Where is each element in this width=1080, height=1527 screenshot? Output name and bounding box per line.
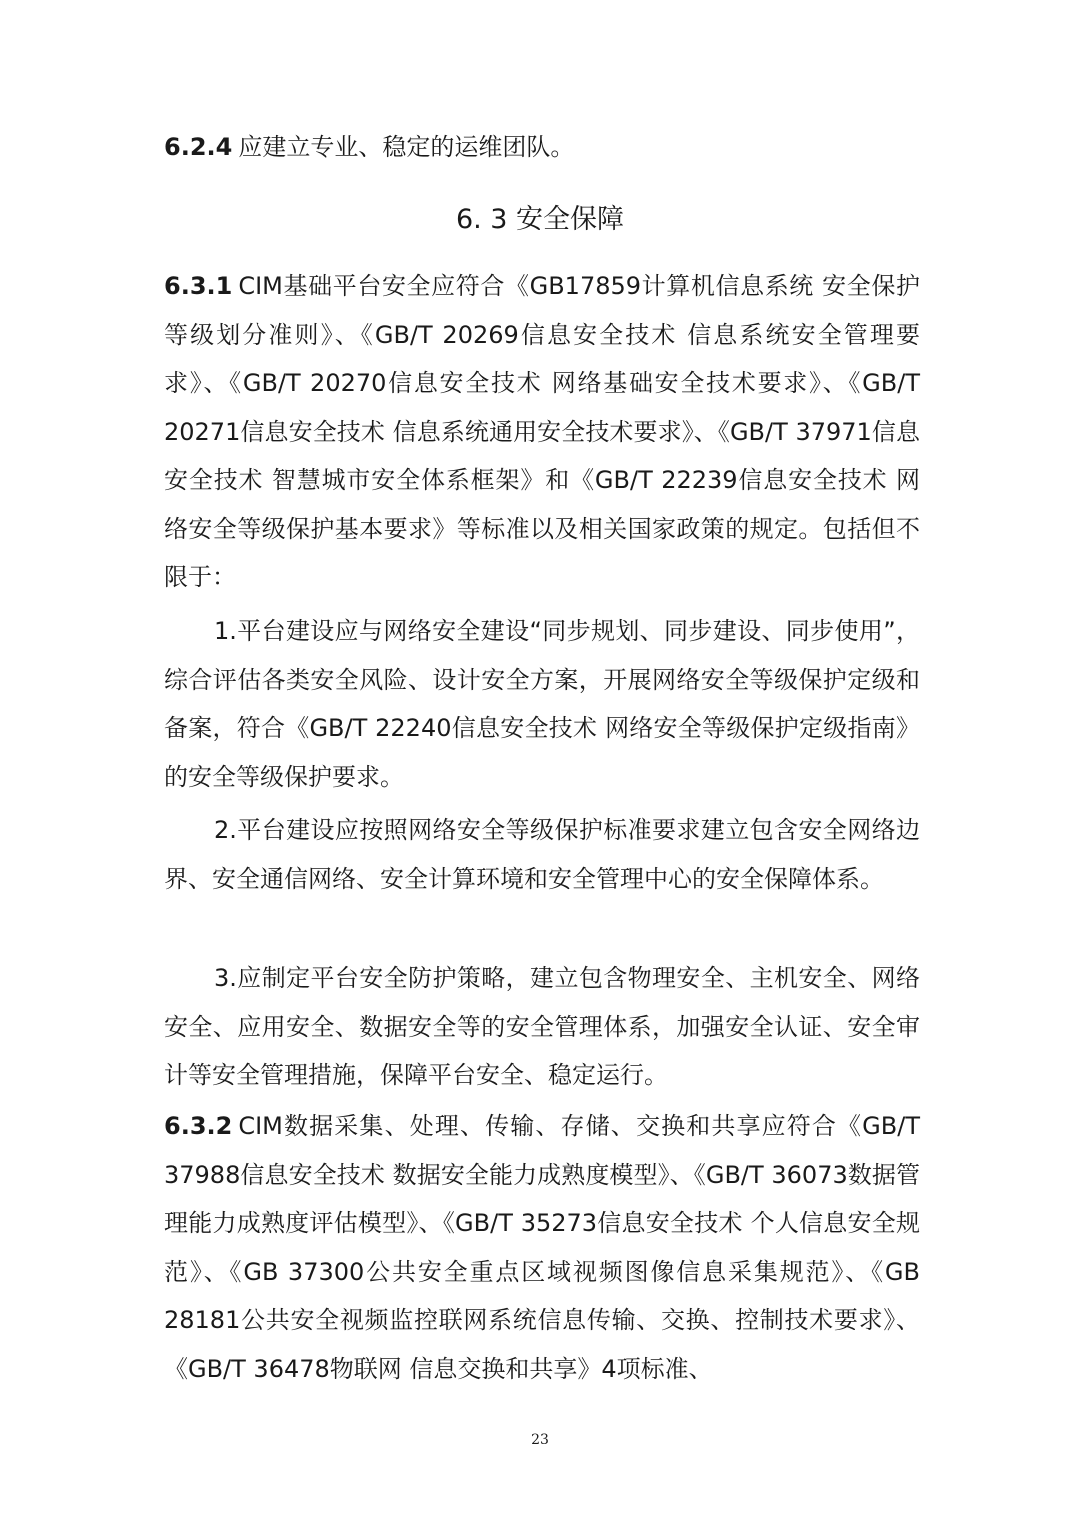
clause-6-2-4: [164, 123, 920, 172]
list-item-2: 2.平台建设应按照网络安全等级保护标准要求建立包含安全网络边界、安全通信网络、安全计算环境和安全管理中心的安全保障体系。: [164, 816, 920, 893]
clause-text: 应建立专业、稳定的运维团队。: [238, 133, 575, 161]
clause-6-3-1: [164, 262, 920, 602]
clause-number: 6.3.2: [164, 1112, 233, 1140]
clause-number: 6.2.4: [164, 133, 233, 161]
list-item-1: 1.平台建设应与网络安全建设“同步规划、同步建设、同步使用”，综合评估各类安全风险、设计安全方案，开展网络安全等级保护定级和备案，符合《GB/T 22240信息安全技术 网络安全等级保护定级指南》的安全等级保护要求。: [164, 617, 920, 791]
clause-number: 6.3.1: [164, 272, 233, 300]
clause-6-3-2: [164, 1102, 920, 1393]
page-number: 23: [531, 1432, 549, 1448]
clause-text: CIM基础平台安全应符合《GB17859计算机信息系统 安全保护等级划分准则》、《GB/T 20269信息安全技术 信息系统安全管理要求》、《GB/T 20270信息安全技术 网络基础安全技术要求》、《GB/T 20271信息安全技术 信息系统通用安全技术要求》、《GB/T 37971信息安全技术 智慧城市安全体系框架》和《GB/T 22239信息安全技术 网络安全等级保护基本要求》等标准以及相关国家政策的规定。包括但不限于：: [164, 272, 920, 591]
list-item-3: 3.应制定平台安全防护策略，建立包含物理安全、主机安全、网络安全、应用安全、数据安全等的安全管理体系，加强安全认证、安全审计等安全管理措施，保障平台安全、稳定运行。: [164, 964, 920, 1089]
clause-text: CIM数据采集、处理、传输、存储、交换和共享应符合《GB/T 37988信息安全技术 数据安全能力成熟度模型》、《GB/T 36073数据管理能力成熟度评估模型》、《GB/T 35273信息安全技术 个人信息安全规范》、《GB 37300公共安全重点区域视频图像信息采集规范》、《GB 28181公共安全视频监控联网系统信息传输、交换、控制技术要求》、《GB/T 36478物联网 信息交换和共享》4项标准、: [164, 1112, 920, 1383]
section-heading-6-3: 6. 3 安全保障: [455, 204, 625, 235]
